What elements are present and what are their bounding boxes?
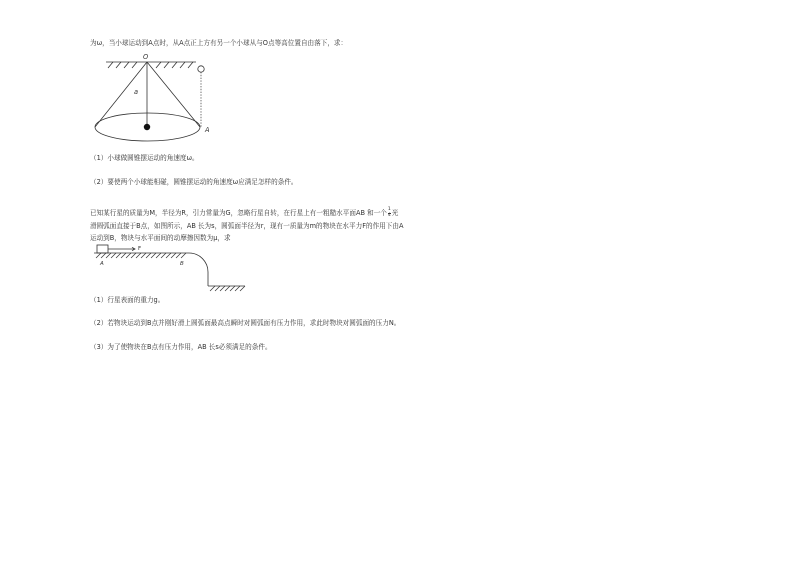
problem2-intro-line1-a: 已知某行星的质量为M，半径为R，引力常量为G，忽略行星自转，在行星上有一粗糙水平面AB 和一个 [90, 209, 387, 218]
block [97, 245, 108, 253]
fraction-numerator: 1 [387, 207, 391, 212]
label-a-length: a [134, 88, 139, 96]
problem1-q1: （1）小球做圆锥摆运动的角速度ω。 [90, 154, 199, 162]
problem2-intro-line2: 滑圆弧面直接于B点，如图所示，AB 长为s，圆弧面半径为r，现有一质量为m的物块在水平力F的作用下由A [90, 222, 404, 230]
label-B-point: B [180, 261, 184, 267]
label-o: O [143, 53, 149, 61]
problem1-intro: 为ω，当小球运动到A点时，从A点正上方有另一个小球从与O点等高位置自由落下，求： [90, 39, 348, 47]
problem2-intro-line1-b: 光 [391, 209, 399, 218]
fraction-denominator: 4 [387, 212, 391, 218]
label-A-start: A [100, 261, 104, 267]
label-A-point: A [205, 126, 210, 134]
quarter-arc [189, 253, 208, 286]
label-F: F [138, 246, 142, 252]
surface-hatch [96, 253, 245, 291]
problem2-q1: （1）行星表面的重力g。 [90, 296, 165, 304]
problem1-q2: （2）要使两个小球能相碰，圆锥摆运动的角速度ω应满足怎样的条件。 [90, 178, 298, 186]
problem2-intro-line3: 运动到B，物块与水平面间的动摩擦因数为μ，求 [90, 234, 231, 242]
problem2-q2: （2）若物块运动到B点并刚好滑上圆弧面最高点瞬时对圆弧面有压力作用，求此时物块对圆弧面的压力N。 [90, 319, 401, 327]
problem2-q3: （3）为了使物块在B点有压力作用，AB 长s必须满足的条件。 [90, 343, 272, 351]
